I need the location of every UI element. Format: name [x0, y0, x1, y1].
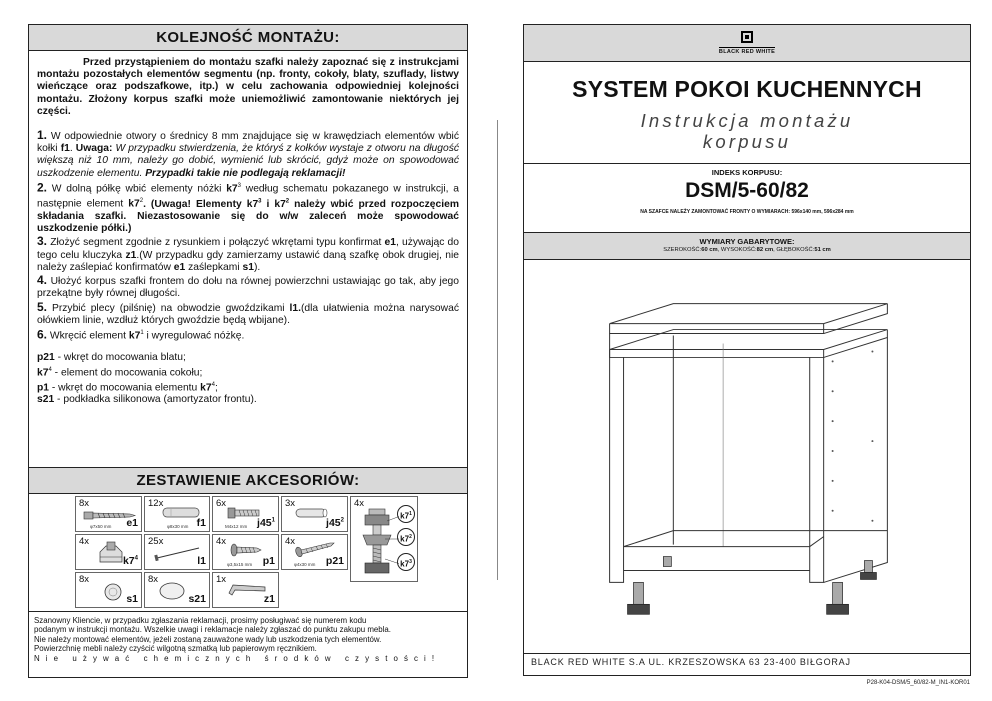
- width-value: 60 cm: [701, 247, 718, 253]
- legend-sup: 4: [211, 381, 215, 388]
- accessory-dim: φ8x30 mm: [167, 524, 189, 529]
- part-code: z1: [125, 249, 137, 261]
- accessory-code: f1: [196, 517, 206, 529]
- accessory-dim: φ7x50 mm: [90, 524, 112, 529]
- step-number: 5.: [37, 299, 48, 314]
- left-page: [28, 24, 468, 678]
- part-code: e1: [384, 237, 396, 249]
- accessory-f1: [144, 496, 210, 532]
- accessory-qty: 25x: [148, 536, 164, 547]
- accessory-s21: [144, 572, 210, 608]
- accessory-code: s1: [126, 593, 138, 605]
- document-subtitle: [524, 110, 970, 152]
- accessory-qty: 8x: [148, 574, 159, 585]
- notice-line: Nie używać chemicznych środków czystości!: [34, 653, 441, 663]
- step-3: [37, 235, 459, 274]
- part-code: k7: [226, 183, 238, 195]
- part-sup: 2: [285, 198, 290, 205]
- step-text: Złożyć segment zgodnie z rysunkiem i połączyć wkrętami typu konfirmat: [50, 237, 385, 249]
- accessory-s1: [75, 572, 142, 608]
- step-number: 1.: [37, 128, 48, 143]
- accessory-code: [326, 517, 344, 529]
- brand-name: BLACK RED WHITE: [718, 49, 776, 55]
- step-text: .(W przypadku gdy zamierzamy ustawić daną szafkę obok drugiej, nie należy zaślepiać konfirmatów: [37, 249, 460, 273]
- dimensions-box: [524, 233, 970, 260]
- accessory-code: p1: [262, 555, 275, 567]
- step-4: [37, 274, 459, 300]
- accessory-qty: 1x: [216, 574, 227, 585]
- step-5: [37, 301, 459, 327]
- accessory-qty: 8x: [79, 574, 90, 585]
- legend-text: - podkładka silikonowa (amortyzator frontu).: [54, 394, 257, 406]
- step-number: 6.: [37, 327, 48, 342]
- accessory-k7-4: [75, 534, 142, 570]
- accessory-qty: 6x: [216, 498, 227, 509]
- accessory-code: [257, 517, 275, 529]
- step-text: W odpowiednie otwory o średnicy 8 mm znajdujące się w krawędziach elementów wbić kołki: [37, 131, 459, 155]
- legend-item: [37, 394, 459, 406]
- accessory-code: p21: [325, 555, 344, 567]
- foot-part-sup: 1: [409, 511, 412, 517]
- index-label: INDEKS KORPUSU:: [711, 168, 783, 177]
- dimensions-title: WYMIARY GABARYTOWE:: [699, 237, 795, 246]
- accessory-code: z1: [263, 593, 275, 605]
- parts-legend: [37, 352, 459, 407]
- accessory-dim: M4x12 mm: [225, 524, 248, 529]
- cabinet-leg-icon: [827, 582, 849, 614]
- foot-part-sup: 3: [409, 559, 412, 565]
- warning-note: Przypadki takie nie podlegają reklamacji!: [145, 167, 346, 179]
- notice-line: Nie należy montować elementów, jeżeli zostaną zauważone wady lub uszkodzenia tych elementów.: [34, 634, 382, 644]
- brand-logo-icon: [741, 31, 753, 43]
- silicone-pad-icon: [157, 581, 187, 601]
- assembly-order-heading: KOLEJNOŚĆ MONTAŻU:: [29, 25, 467, 51]
- height-value: 82 cm: [756, 247, 774, 253]
- warning-label: Uwaga:: [75, 143, 113, 155]
- notice-line: Powierzchnię mebli należy czyścić wilgotną szmatką lub papierowym ręcznikiem.: [34, 644, 317, 654]
- step-number: 4.: [37, 273, 48, 288]
- accessory-code: [123, 555, 138, 567]
- accessory-code-text: k7: [122, 555, 135, 567]
- step-text: , używając do tego celu kluczyka: [37, 237, 459, 261]
- accessory-qty: 3x: [285, 498, 296, 509]
- width-label: SZEROKOŚĆ:: [663, 247, 702, 253]
- part-sup: 3: [258, 198, 262, 205]
- step-text: W dolną półkę wbić elementy nóżki: [51, 183, 227, 195]
- step-warning: i k7: [261, 198, 286, 210]
- step-2: [37, 180, 459, 236]
- company-address: BLACK RED WHITE S.A UL. KRZESZOWSKA 63 23-400 BIŁGORAJ: [524, 653, 970, 675]
- cap-icon: [102, 581, 124, 603]
- subtitle-line: korpusu: [702, 131, 792, 152]
- accessory-qty: 12x: [148, 498, 164, 509]
- step-text: i wyregulować nóżkę.: [143, 330, 245, 342]
- accessory-code-sup: 4: [134, 555, 138, 562]
- accessory-p1: [212, 534, 279, 570]
- document-code: P28-K04-DSM/5_60/82-M_IN1-KOR01: [866, 680, 970, 686]
- step-6: [37, 327, 459, 343]
- notice-line: podanym w instrukcji montażu. Wszelkie uwagi i reklamacje należy zgłaszać do punktu zakupu mebla.: [34, 625, 391, 635]
- right-page: [523, 24, 971, 676]
- legend-code: k7: [200, 382, 212, 394]
- subtitle-line: Instrukcja montażu: [640, 110, 854, 131]
- depth-label: GŁĘBOKOŚĆ:: [776, 247, 815, 253]
- legend-item: [37, 352, 459, 364]
- part-sup: 1: [140, 329, 144, 336]
- accessory-code-text: j45: [326, 517, 341, 529]
- part-code: e1: [173, 261, 186, 273]
- foot-part-sup: 2: [409, 534, 412, 540]
- legend-sup: 4: [48, 366, 52, 373]
- step-number: 3.: [37, 234, 48, 249]
- step-warning: należy wbić przed rozpoczęciem składania szafki. Niezastosowanie się do w/w zaleceń może spowodować uszkodzenie półki.): [37, 198, 459, 235]
- legend-code: k7: [37, 366, 49, 378]
- fold-line: [497, 120, 498, 580]
- accessory-code: l1: [197, 555, 206, 567]
- bolt-icon: [227, 506, 261, 520]
- legend-code: s21: [37, 394, 55, 406]
- legend-text: - wkręt do mocowania blatu;: [54, 351, 186, 363]
- short-screw-icon: [229, 543, 263, 557]
- accessory-qty: 8x: [79, 498, 90, 509]
- accessory-dim: φ3,5x15 mm: [227, 562, 253, 567]
- accessory-code-sup: 2: [340, 517, 344, 524]
- leveling-foot-icon: [355, 503, 399, 583]
- cabinet-leg-icon: [663, 557, 671, 567]
- notice-line: Szanowny Kliencie, w przypadku zgłaszania reklamacji, prosimy posługiwać się numerem kodu: [34, 616, 367, 625]
- part-code: s1: [242, 261, 254, 273]
- depth-value: 51 cm: [814, 247, 831, 253]
- foot-part-code: k7: [400, 559, 410, 569]
- cabinet-drawing: [524, 261, 970, 649]
- part-sup: 3: [237, 182, 242, 189]
- step-text: Wkręcić element: [49, 330, 129, 342]
- step-text: Przybić plecy (pilśnię) na obwodzie gwoździkami: [51, 302, 290, 314]
- foot-part-code: k7: [400, 511, 410, 521]
- step-text: .: [69, 143, 76, 155]
- customer-notice: [29, 611, 467, 677]
- dimensions-values: SZEROKOŚĆ:60 cm, WYSOKOŚĆ:82 cm, GŁĘBOKOŚĆ:51 cm: [663, 247, 831, 253]
- part-sup: 2: [139, 198, 144, 205]
- accessory-code: e1: [126, 517, 138, 529]
- dowel-icon: [161, 506, 201, 520]
- height-label: WYSOKOŚĆ:: [720, 247, 757, 253]
- accessory-dim: φ4x30 mm: [294, 562, 316, 567]
- accessory-e1: [75, 496, 142, 532]
- accessory-j45-2: [281, 496, 348, 532]
- legend-text: ;: [214, 382, 218, 394]
- legend-code: p21: [37, 351, 55, 363]
- step-warning: . (Uwaga! Elementy k7: [143, 198, 259, 210]
- part-code: f1: [60, 143, 70, 155]
- accessory-qty: 4x: [285, 536, 296, 547]
- part-code: k7: [128, 198, 140, 210]
- plinth-clip-icon: [96, 540, 126, 566]
- accessory-l1: [144, 534, 210, 570]
- brand-header: [524, 25, 970, 62]
- accessories-heading: ZESTAWIENIE AKCESORIÓW:: [29, 468, 467, 494]
- accessory-qty: 4x: [79, 536, 90, 547]
- accessory-p21: [281, 534, 348, 570]
- step-text: według schematu pokazanego w instrukcji, a następnie element: [37, 183, 459, 210]
- step-number: 2.: [37, 180, 48, 195]
- assembly-instructions: [29, 51, 467, 406]
- accessory-code-text: j45: [257, 517, 272, 529]
- step-text: ).: [253, 261, 261, 273]
- foot-part-label: [397, 528, 415, 546]
- accessory-qty: 4x: [354, 498, 365, 509]
- fronts-note: NA SZAFCE NALEŻY ZAMONTOWAĆ FRONTY O WYMIARACH: 596x140 mm, 596x284 mm: [640, 209, 854, 215]
- index-code: DSM/5-60/82: [685, 179, 809, 202]
- accessory-qty: 4x: [216, 536, 227, 547]
- foot-part-label: [397, 505, 415, 523]
- legend-code: p1: [37, 382, 50, 394]
- foot-part-code: k7: [400, 534, 410, 544]
- legend-item: [37, 379, 459, 394]
- part-code: k7: [128, 330, 141, 342]
- accessory-k7: [350, 496, 418, 582]
- cabinet-leg-icon: [628, 582, 650, 614]
- intro-paragraph: Przed przystąpieniem do montażu szafki należy zapoznać się z instrukcjami montażu pozostałych elementów segmentu (np. fronty, cokoły, blaty, szuflady, listwy wieńczące oraz podszafkowe, itp.) w celu zachowania odpowiedniej kolejności montażu. Złożony korpus szafki może uniemożliwić zamontowanie niektórych jej części.: [37, 57, 459, 117]
- accessory-code: s21: [188, 593, 206, 605]
- nail-icon: [153, 545, 203, 561]
- accessory-code-sup: 1: [271, 517, 275, 524]
- legend-text: - element do mocowania cokołu;: [51, 366, 203, 378]
- accessories-section: [29, 467, 467, 618]
- step-1: [37, 129, 459, 180]
- sleeve-icon: [294, 506, 330, 520]
- foot-part-label: [397, 553, 415, 571]
- legend-text: - wkręt do mocowania elementu: [49, 382, 201, 394]
- step-text: zaślepkami: [185, 261, 243, 273]
- accessories-grid: [29, 494, 467, 618]
- document-title: SYSTEM POKOI KUCHENNYCH: [572, 76, 922, 102]
- part-code: l1.: [289, 302, 301, 314]
- accessory-j45-1: [212, 496, 279, 532]
- step-text: (dla ułatwienia można narysować ołówkiem linie, wzdłuż których gwoździe będą wbijane).: [37, 302, 459, 326]
- index-box: [524, 163, 970, 233]
- step-text: Ułożyć korpus szafki frontem do dołu na równej powierzchni ustawiając go tak, aby jego przekątne były równej długości.: [37, 276, 459, 300]
- warning-text: W przypadku stwierdzenia, że któryś z kołków wystaje z otworu na długość większą niż 10 mm, należy go dobić, wymienić lub skrócić, gdyż może on spowodować uszkodzenie elementu.: [37, 143, 459, 179]
- accessory-z1: [212, 572, 279, 608]
- legend-item: [37, 364, 459, 379]
